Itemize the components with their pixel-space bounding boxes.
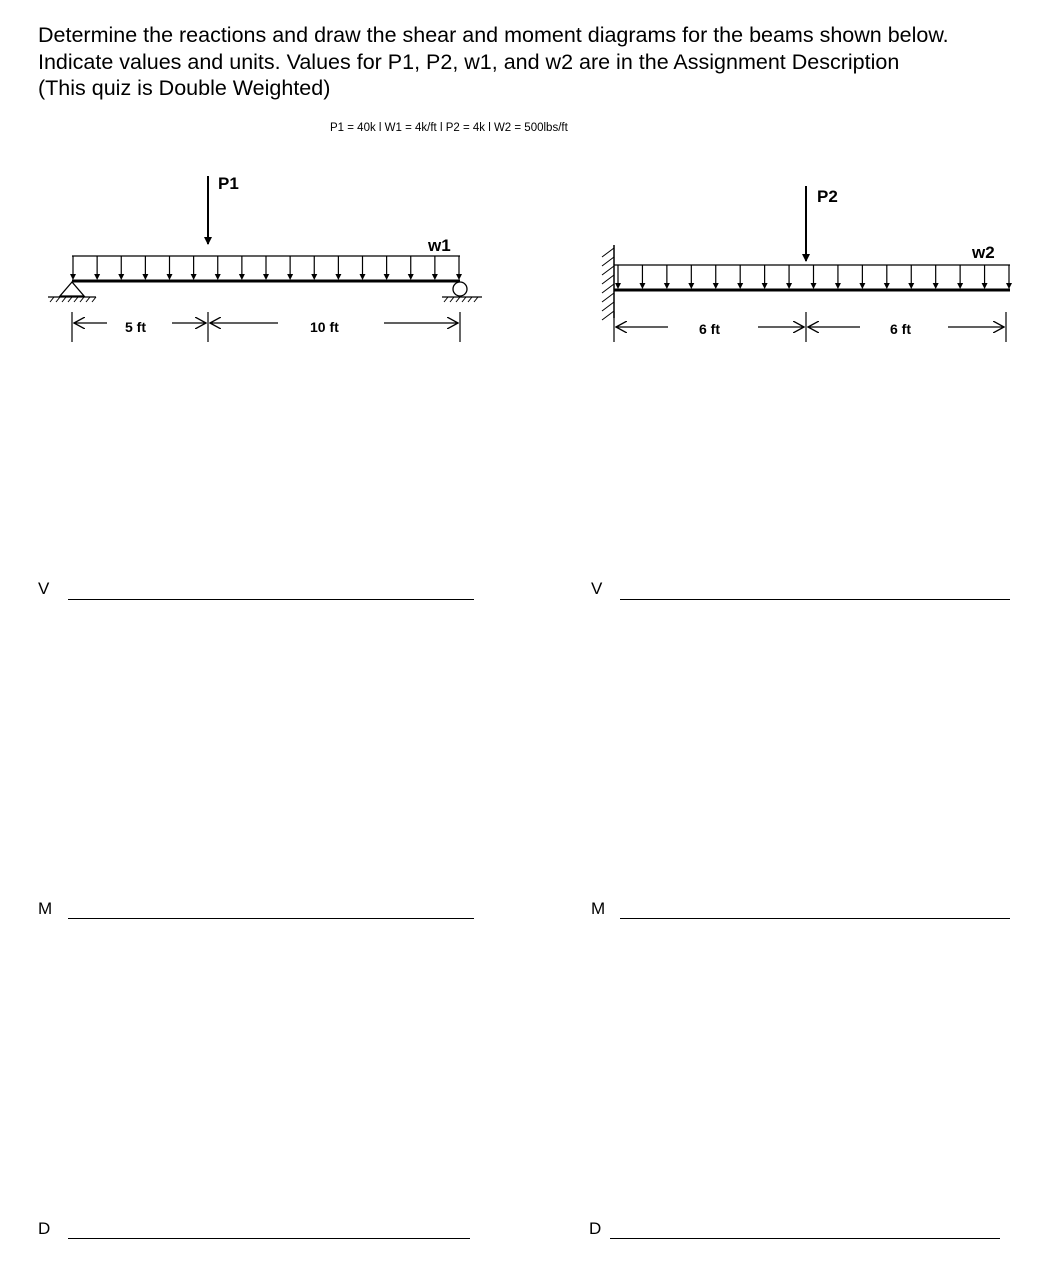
beam2-dim-2: 6 ft — [890, 321, 911, 337]
instructions-line-2: Indicate values and units. Values for P1, P2, w1, and w2 are in the Assignment Description — [38, 49, 900, 74]
load-arrow-head — [287, 274, 293, 280]
pin-support-icon — [48, 282, 96, 302]
beam1-dim-1: 5 ft — [125, 319, 146, 335]
fixed-support-icon — [602, 245, 614, 320]
load-arrow-head — [384, 274, 390, 280]
load-arrow-head — [142, 274, 148, 280]
load-arrow-head — [118, 274, 124, 280]
load-arrow-head — [167, 274, 173, 280]
load-arrow-head — [191, 274, 197, 280]
load-arrow-head — [786, 283, 792, 289]
load-arrow-head — [835, 283, 841, 289]
beam1-dimensions — [72, 312, 460, 342]
deflection-label-left: D — [38, 1219, 51, 1238]
beam2-dimensions — [614, 312, 1006, 342]
roller-support-icon — [442, 282, 482, 302]
load-arrow-head — [70, 274, 76, 280]
beam1-point-load-label: P1 — [218, 174, 239, 193]
load-arrow-head — [311, 274, 317, 280]
load-arrow-head — [239, 274, 245, 280]
shear-label-right: V — [591, 579, 603, 598]
load-arrow-head — [408, 274, 414, 280]
load-arrow-head — [982, 283, 988, 289]
given-values: P1 = 40k l W1 = 4k/ft l P2 = 4k l W2 = 500lbs/ft — [330, 122, 568, 134]
moment-label-left: M — [38, 899, 53, 918]
shear-answer-line-right[interactable] — [620, 599, 1010, 600]
beam2-point-load-label: P2 — [817, 187, 838, 206]
load-arrow-head — [432, 274, 438, 280]
moment-label-right: M — [591, 899, 606, 918]
load-arrow-head — [639, 283, 645, 289]
load-arrow-head — [762, 283, 768, 289]
beam2-dim-1: 6 ft — [699, 321, 720, 337]
load-arrow-head — [908, 283, 914, 289]
load-arrow-head — [263, 274, 269, 280]
load-arrow-head — [360, 274, 366, 280]
deflection-answer-line-left[interactable] — [68, 1238, 470, 1239]
load-arrow-head — [737, 283, 743, 289]
instructions-line-3: (This quiz is Double Weighted) — [38, 76, 331, 100]
load-arrow-head — [957, 283, 963, 289]
beam1-distributed-load-arrows — [70, 256, 462, 280]
load-arrow-head — [811, 283, 817, 289]
load-arrow-head — [884, 283, 890, 289]
beam1-dim-2: 10 ft — [310, 319, 339, 335]
deflection-answer-line-right[interactable] — [610, 1238, 1000, 1239]
load-arrow-head — [335, 274, 341, 280]
load-arrow-head — [1006, 283, 1012, 289]
load-arrow-head — [215, 274, 221, 280]
beam2 — [602, 186, 1012, 342]
load-arrow-head — [94, 274, 100, 280]
load-arrow-head — [688, 283, 694, 289]
load-arrow-head — [713, 283, 719, 289]
load-arrow-head — [933, 283, 939, 289]
load-arrow-head — [859, 283, 865, 289]
beam1-distributed-load-label: w1 — [428, 236, 451, 255]
beam2-distributed-load-label: w2 — [972, 243, 995, 262]
moment-answer-line-left[interactable] — [68, 918, 474, 919]
beam-diagrams — [0, 0, 1046, 360]
moment-answer-line-right[interactable] — [620, 918, 1010, 919]
instructions-line-1: Determine the reactions and draw the shear and moment diagrams for the beams shown below. — [38, 23, 949, 47]
beam1 — [48, 174, 482, 342]
load-arrow-head — [664, 283, 670, 289]
beam2-distributed-load-arrows — [615, 265, 1012, 289]
load-arrow-head — [615, 283, 621, 289]
deflection-label-right: D — [589, 1219, 602, 1238]
load-arrow-head — [456, 274, 462, 280]
shear-label-left: V — [38, 579, 50, 598]
shear-answer-line-left[interactable] — [68, 599, 474, 600]
